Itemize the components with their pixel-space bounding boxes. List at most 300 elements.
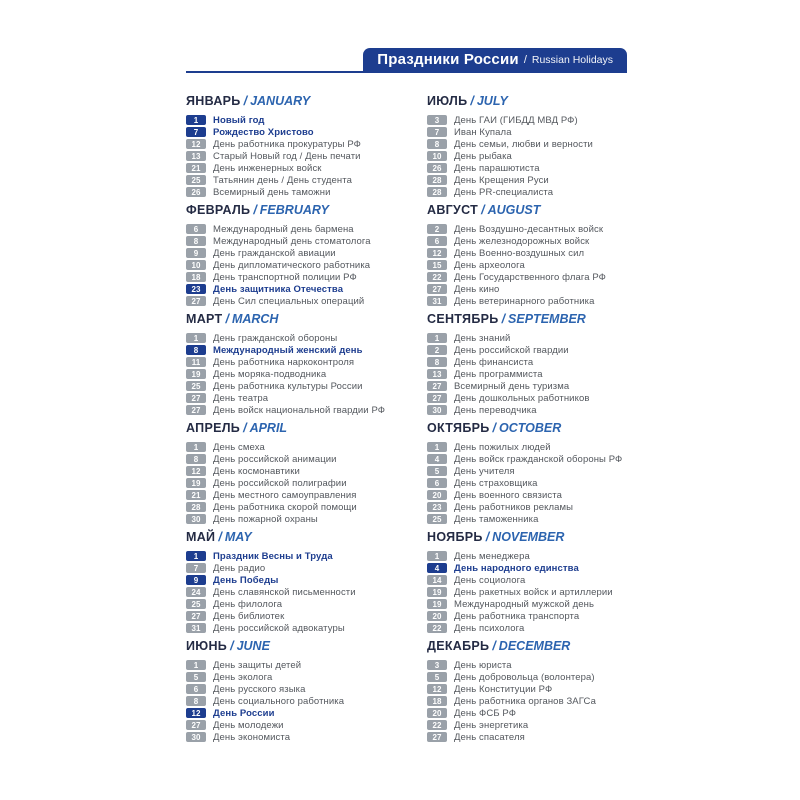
holiday-row (186, 695, 405, 707)
holiday-row (186, 138, 405, 150)
month-section-november (427, 531, 646, 634)
date-badge: 4 (427, 563, 447, 574)
month-separator: / (501, 312, 506, 326)
holiday-row (186, 392, 405, 404)
holiday-name: День российской полиграфии (213, 477, 347, 489)
holiday-name: День PR-специалиста (454, 186, 554, 198)
holiday-row (427, 332, 646, 344)
date-badge: 8 (186, 236, 206, 247)
date-badge: 6 (427, 236, 447, 247)
holiday-list (427, 441, 646, 525)
holiday-name: День транспортной полиции РФ (213, 271, 357, 283)
date-badge: 1 (427, 551, 447, 562)
holiday-name: День космонавтики (213, 465, 300, 477)
holiday-row (427, 247, 646, 259)
month-section-april (186, 422, 405, 525)
holiday-row (186, 150, 405, 162)
page-title-en: Russian Holidays (531, 53, 613, 66)
holiday-name: День российской адвокатуры (213, 622, 345, 634)
date-badge: 5 (427, 466, 447, 477)
date-badge: 8 (186, 454, 206, 465)
month-name-ru: МАРТ (186, 312, 223, 326)
month-name-en: APRIL (249, 421, 288, 435)
date-badge: 27 (427, 284, 447, 295)
month-separator: / (253, 203, 257, 217)
holiday-row (186, 477, 405, 489)
holiday-row (186, 332, 405, 344)
holiday-name: День Воздушно-десантных войск (454, 223, 604, 235)
date-badge: 7 (186, 563, 206, 574)
date-badge: 18 (427, 696, 447, 707)
holiday-row (186, 380, 405, 392)
holiday-name: День Государственного флага РФ (454, 271, 606, 283)
month-separator: / (230, 639, 234, 653)
holiday-name: День Военно-воздушных сил (454, 247, 585, 259)
holiday-name: День гражданской авиации (213, 247, 336, 259)
month-header (427, 531, 646, 544)
month-name-en: DECEMBER (498, 639, 571, 653)
date-badge: 8 (427, 139, 447, 150)
holiday-row (186, 598, 405, 610)
holiday-row (186, 622, 405, 634)
month-header (186, 204, 405, 217)
holiday-row (427, 671, 646, 683)
holiday-row (186, 453, 405, 465)
holiday-row (427, 586, 646, 598)
holiday-name: День таможенника (454, 513, 539, 525)
holiday-name: День археолога (454, 259, 525, 271)
month-name-en: AUGUST (487, 203, 541, 217)
date-badge: 27 (186, 296, 206, 307)
holiday-row (427, 550, 646, 562)
month-separator: / (225, 312, 229, 326)
holiday-name: День менеджера (454, 550, 530, 562)
holiday-name: День войск гражданской обороны РФ (454, 453, 623, 465)
holiday-name: День работника транспорта (454, 610, 580, 622)
month-header (427, 204, 646, 217)
holiday-row (427, 659, 646, 671)
date-badge: 27 (186, 393, 206, 404)
date-badge: 6 (186, 684, 206, 695)
holiday-name: Международный мужской день (454, 598, 595, 610)
holiday-name: День защиты детей (213, 659, 302, 671)
month-section-december (427, 640, 646, 743)
holiday-name: День работника наркоконтроля (213, 356, 355, 368)
holiday-name: День радио (213, 562, 266, 574)
holiday-name: День программиста (454, 368, 543, 380)
holiday-name: День ветеринарного работника (454, 295, 595, 307)
holiday-name: День местного самоуправления (213, 489, 357, 501)
holiday-list (427, 550, 646, 634)
column-right (427, 95, 646, 749)
holiday-row (186, 441, 405, 453)
holiday-name: День парашютиста (454, 162, 540, 174)
date-badge: 25 (186, 381, 206, 392)
month-header (427, 422, 646, 435)
holiday-name: День военного связиста (454, 489, 562, 501)
holiday-row (427, 598, 646, 610)
holiday-row (427, 283, 646, 295)
date-badge: 10 (186, 260, 206, 271)
holiday-name: День моряка-подводника (213, 368, 327, 380)
month-header (186, 95, 405, 108)
date-badge: 30 (427, 405, 447, 416)
holiday-name: День ракетных войск и артиллерии (454, 586, 613, 598)
holiday-row (186, 719, 405, 731)
date-badge: 25 (186, 175, 206, 186)
holiday-name: День учителя (454, 465, 515, 477)
holiday-name: День защитника Отечества (213, 283, 344, 295)
holiday-row (427, 453, 646, 465)
holiday-row (427, 695, 646, 707)
holiday-list (427, 332, 646, 416)
holiday-row (186, 683, 405, 695)
month-name-ru: НОЯБРЬ (427, 530, 483, 544)
holiday-list (427, 223, 646, 307)
holiday-list (186, 659, 405, 743)
holiday-name: Иван Купала (454, 126, 512, 138)
date-badge: 11 (186, 357, 206, 368)
date-badge: 9 (186, 248, 206, 259)
holiday-row (186, 186, 405, 198)
holiday-name: День дошкольных работников (454, 392, 590, 404)
date-badge: 5 (427, 672, 447, 683)
holiday-row (427, 368, 646, 380)
calendar-page (186, 48, 646, 749)
holiday-name: День эколога (213, 671, 273, 683)
holiday-list (186, 441, 405, 525)
date-badge: 8 (186, 345, 206, 356)
holiday-name: Новый год (213, 114, 265, 126)
column-left (186, 95, 405, 749)
month-name-ru: МАЙ (186, 530, 216, 544)
date-badge: 30 (186, 732, 206, 743)
holiday-row (186, 610, 405, 622)
holiday-row (427, 174, 646, 186)
date-badge: 1 (186, 333, 206, 344)
holiday-name: День работника скорой помощи (213, 501, 357, 513)
month-separator: / (243, 94, 248, 108)
date-badge: 27 (427, 393, 447, 404)
holiday-row (427, 344, 646, 356)
date-badge: 13 (427, 369, 447, 380)
date-badge: 19 (427, 587, 447, 598)
holiday-row (427, 235, 646, 247)
page-header (186, 48, 627, 73)
holiday-name: Международный день бармена (213, 223, 354, 235)
date-badge: 19 (186, 369, 206, 380)
month-name-en: MAY (224, 530, 252, 544)
holiday-name: Всемирный день туризма (454, 380, 570, 392)
date-badge: 28 (427, 187, 447, 198)
holiday-row (427, 271, 646, 283)
holiday-row (186, 247, 405, 259)
month-separator: / (218, 530, 222, 544)
holiday-name: День театра (213, 392, 269, 404)
holiday-row (186, 235, 405, 247)
date-badge: 7 (427, 127, 447, 138)
month-name-en: OCTOBER (499, 421, 562, 435)
holiday-list (186, 223, 405, 307)
holiday-row (427, 513, 646, 525)
date-badge: 21 (186, 163, 206, 174)
date-badge: 1 (427, 442, 447, 453)
holiday-row (186, 126, 405, 138)
holiday-name: День Крещения Руси (454, 174, 549, 186)
page-title-ru: Праздники России (377, 51, 519, 68)
holiday-row (427, 186, 646, 198)
date-badge: 28 (427, 175, 447, 186)
date-badge: 5 (186, 672, 206, 683)
holiday-name: День финансиста (454, 356, 534, 368)
holiday-row (427, 731, 646, 743)
holiday-name: День экономиста (213, 731, 291, 743)
holiday-name: День русского языка (213, 683, 306, 695)
holiday-row (427, 465, 646, 477)
date-badge: 3 (427, 660, 447, 671)
holiday-name: День ФСБ РФ (454, 707, 517, 719)
holiday-row (427, 392, 646, 404)
holiday-name: Татьянин день / День студента (213, 174, 352, 186)
date-badge: 27 (186, 405, 206, 416)
holiday-row (427, 356, 646, 368)
holiday-row (186, 271, 405, 283)
holiday-name: День спасателя (454, 731, 525, 743)
holiday-row (427, 404, 646, 416)
month-separator: / (492, 421, 497, 435)
holiday-row (186, 259, 405, 271)
month-section-september (427, 313, 646, 416)
month-header (186, 531, 405, 544)
holiday-name: День российской гвардии (454, 344, 569, 356)
date-badge: 12 (186, 139, 206, 150)
holiday-name: День Сил специальных операций (213, 295, 365, 307)
date-badge: 3 (427, 115, 447, 126)
date-badge: 20 (427, 490, 447, 501)
holiday-name: Всемирный день таможни (213, 186, 331, 198)
holiday-row (427, 719, 646, 731)
holiday-row (427, 126, 646, 138)
holiday-name: День Конституции РФ (454, 683, 553, 695)
holiday-name: День Победы (213, 574, 279, 586)
month-separator: / (470, 94, 474, 108)
holiday-row (427, 574, 646, 586)
holiday-row (427, 501, 646, 513)
month-name-en: NOVEMBER (492, 530, 565, 544)
holiday-row (427, 259, 646, 271)
month-section-october (427, 422, 646, 525)
holiday-name: Международный день стоматолога (213, 235, 371, 247)
date-badge: 18 (186, 272, 206, 283)
holiday-row (186, 574, 405, 586)
holiday-row (186, 707, 405, 719)
holiday-name: День ГАИ (ГИБДД МВД РФ) (454, 114, 578, 126)
month-name-en: JUNE (236, 639, 270, 653)
holiday-row (186, 223, 405, 235)
holiday-name: День пожарной охраны (213, 513, 318, 525)
holiday-row (427, 138, 646, 150)
date-badge: 27 (427, 732, 447, 743)
date-badge: 1 (186, 442, 206, 453)
holiday-row (186, 344, 405, 356)
holiday-row (427, 707, 646, 719)
month-header (427, 640, 646, 653)
holiday-name: День народного единства (454, 562, 579, 574)
holiday-row (427, 562, 646, 574)
holiday-list (186, 114, 405, 198)
holiday-row (186, 356, 405, 368)
month-separator: / (485, 530, 490, 544)
date-badge: 6 (186, 224, 206, 235)
holiday-name: День семьи, любви и верности (454, 138, 593, 150)
holiday-row (186, 671, 405, 683)
holiday-name: День войск национальной гвардии РФ (213, 404, 386, 416)
holiday-row (427, 150, 646, 162)
date-badge: 27 (186, 720, 206, 731)
holiday-row (427, 441, 646, 453)
holiday-row (427, 223, 646, 235)
date-badge: 6 (427, 478, 447, 489)
date-badge: 8 (186, 696, 206, 707)
holiday-name: Старый Новый год / День печати (213, 150, 361, 162)
date-badge: 1 (186, 115, 206, 126)
holiday-row (427, 683, 646, 695)
month-section-january (186, 95, 405, 198)
month-header (186, 313, 405, 326)
date-badge: 30 (186, 514, 206, 525)
holiday-row (427, 489, 646, 501)
holiday-row (186, 513, 405, 525)
date-badge: 19 (186, 478, 206, 489)
month-name-ru: ФЕВРАЛЬ (186, 203, 251, 217)
holiday-name: День гражданской обороны (213, 332, 338, 344)
date-badge: 20 (427, 708, 447, 719)
date-badge: 26 (427, 163, 447, 174)
holiday-row (186, 550, 405, 562)
holiday-name: День железнодорожных войск (454, 235, 590, 247)
date-badge: 1 (186, 551, 206, 562)
holiday-name: День рыбака (454, 150, 512, 162)
month-section-july (427, 95, 646, 198)
date-badge: 20 (427, 611, 447, 622)
title-separator: / (523, 53, 527, 66)
date-badge: 19 (427, 599, 447, 610)
date-badge: 13 (186, 151, 206, 162)
month-section-august (427, 204, 646, 307)
month-separator: / (481, 203, 485, 217)
holiday-name: День страховщика (454, 477, 538, 489)
holiday-name: Международный женский день (213, 344, 363, 356)
month-columns (186, 95, 646, 749)
month-name-en: SEPTEMBER (508, 312, 586, 326)
date-badge: 7 (186, 127, 206, 138)
date-badge: 4 (427, 454, 447, 465)
holiday-row (186, 586, 405, 598)
date-badge: 14 (427, 575, 447, 586)
holiday-row (186, 501, 405, 513)
date-badge: 22 (427, 720, 447, 731)
holiday-name: День филолога (213, 598, 283, 610)
date-badge: 2 (427, 345, 447, 356)
holiday-name: День инженерных войск (213, 162, 322, 174)
month-separator: / (492, 639, 496, 653)
holiday-list (427, 114, 646, 198)
month-header (427, 313, 646, 326)
date-badge: 2 (427, 224, 447, 235)
holiday-list (186, 550, 405, 634)
holiday-row (427, 114, 646, 126)
holiday-row (186, 731, 405, 743)
month-name-ru: АВГУСТ (427, 203, 479, 217)
date-badge: 1 (427, 333, 447, 344)
date-badge: 27 (427, 381, 447, 392)
month-section-february (186, 204, 405, 307)
date-badge: 21 (186, 490, 206, 501)
holiday-name: День кино (454, 283, 500, 295)
month-name-ru: ОКТЯБРЬ (427, 421, 490, 435)
holiday-name: День пожилых людей (454, 441, 551, 453)
holiday-name: День юриста (454, 659, 512, 671)
date-badge: 9 (186, 575, 206, 586)
month-name-ru: ИЮНЬ (186, 639, 228, 653)
month-name-ru: АПРЕЛЬ (186, 421, 241, 435)
holiday-row (427, 622, 646, 634)
month-name-en: MARCH (231, 312, 279, 326)
holiday-row (427, 477, 646, 489)
holiday-row (186, 174, 405, 186)
date-badge: 10 (427, 151, 447, 162)
holiday-row (427, 610, 646, 622)
month-header (427, 95, 646, 108)
holiday-name: День психолога (454, 622, 525, 634)
holiday-name: День российской анимации (213, 453, 337, 465)
holiday-name: День молодежи (213, 719, 284, 731)
date-badge: 12 (427, 684, 447, 695)
holiday-row (186, 283, 405, 295)
holiday-row (427, 162, 646, 174)
date-badge: 15 (427, 260, 447, 271)
date-badge: 12 (186, 466, 206, 477)
date-badge: 31 (186, 623, 206, 634)
holiday-row (186, 162, 405, 174)
date-badge: 22 (427, 623, 447, 634)
holiday-name: День добровольца (волонтера) (454, 671, 595, 683)
date-badge: 24 (186, 587, 206, 598)
holiday-name: День смеха (213, 441, 265, 453)
date-badge: 31 (427, 296, 447, 307)
month-header (186, 422, 405, 435)
date-badge: 1 (186, 660, 206, 671)
holiday-row (186, 368, 405, 380)
holiday-row (186, 489, 405, 501)
month-name-en: JANUARY (250, 94, 311, 108)
month-name-ru: ЯНВАРЬ (186, 94, 241, 108)
holiday-list (427, 659, 646, 743)
date-badge: 22 (427, 272, 447, 283)
month-section-june (186, 640, 405, 743)
date-badge: 23 (186, 284, 206, 295)
date-badge: 23 (427, 502, 447, 513)
holiday-row (186, 114, 405, 126)
month-name-ru: ДЕКАБРЬ (427, 639, 490, 653)
holiday-row (427, 295, 646, 307)
date-badge: 26 (186, 187, 206, 198)
date-badge: 12 (186, 708, 206, 719)
holiday-name: День славянской письменности (213, 586, 356, 598)
date-badge: 25 (427, 514, 447, 525)
month-name-ru: ИЮЛЬ (427, 94, 468, 108)
holiday-row (186, 465, 405, 477)
